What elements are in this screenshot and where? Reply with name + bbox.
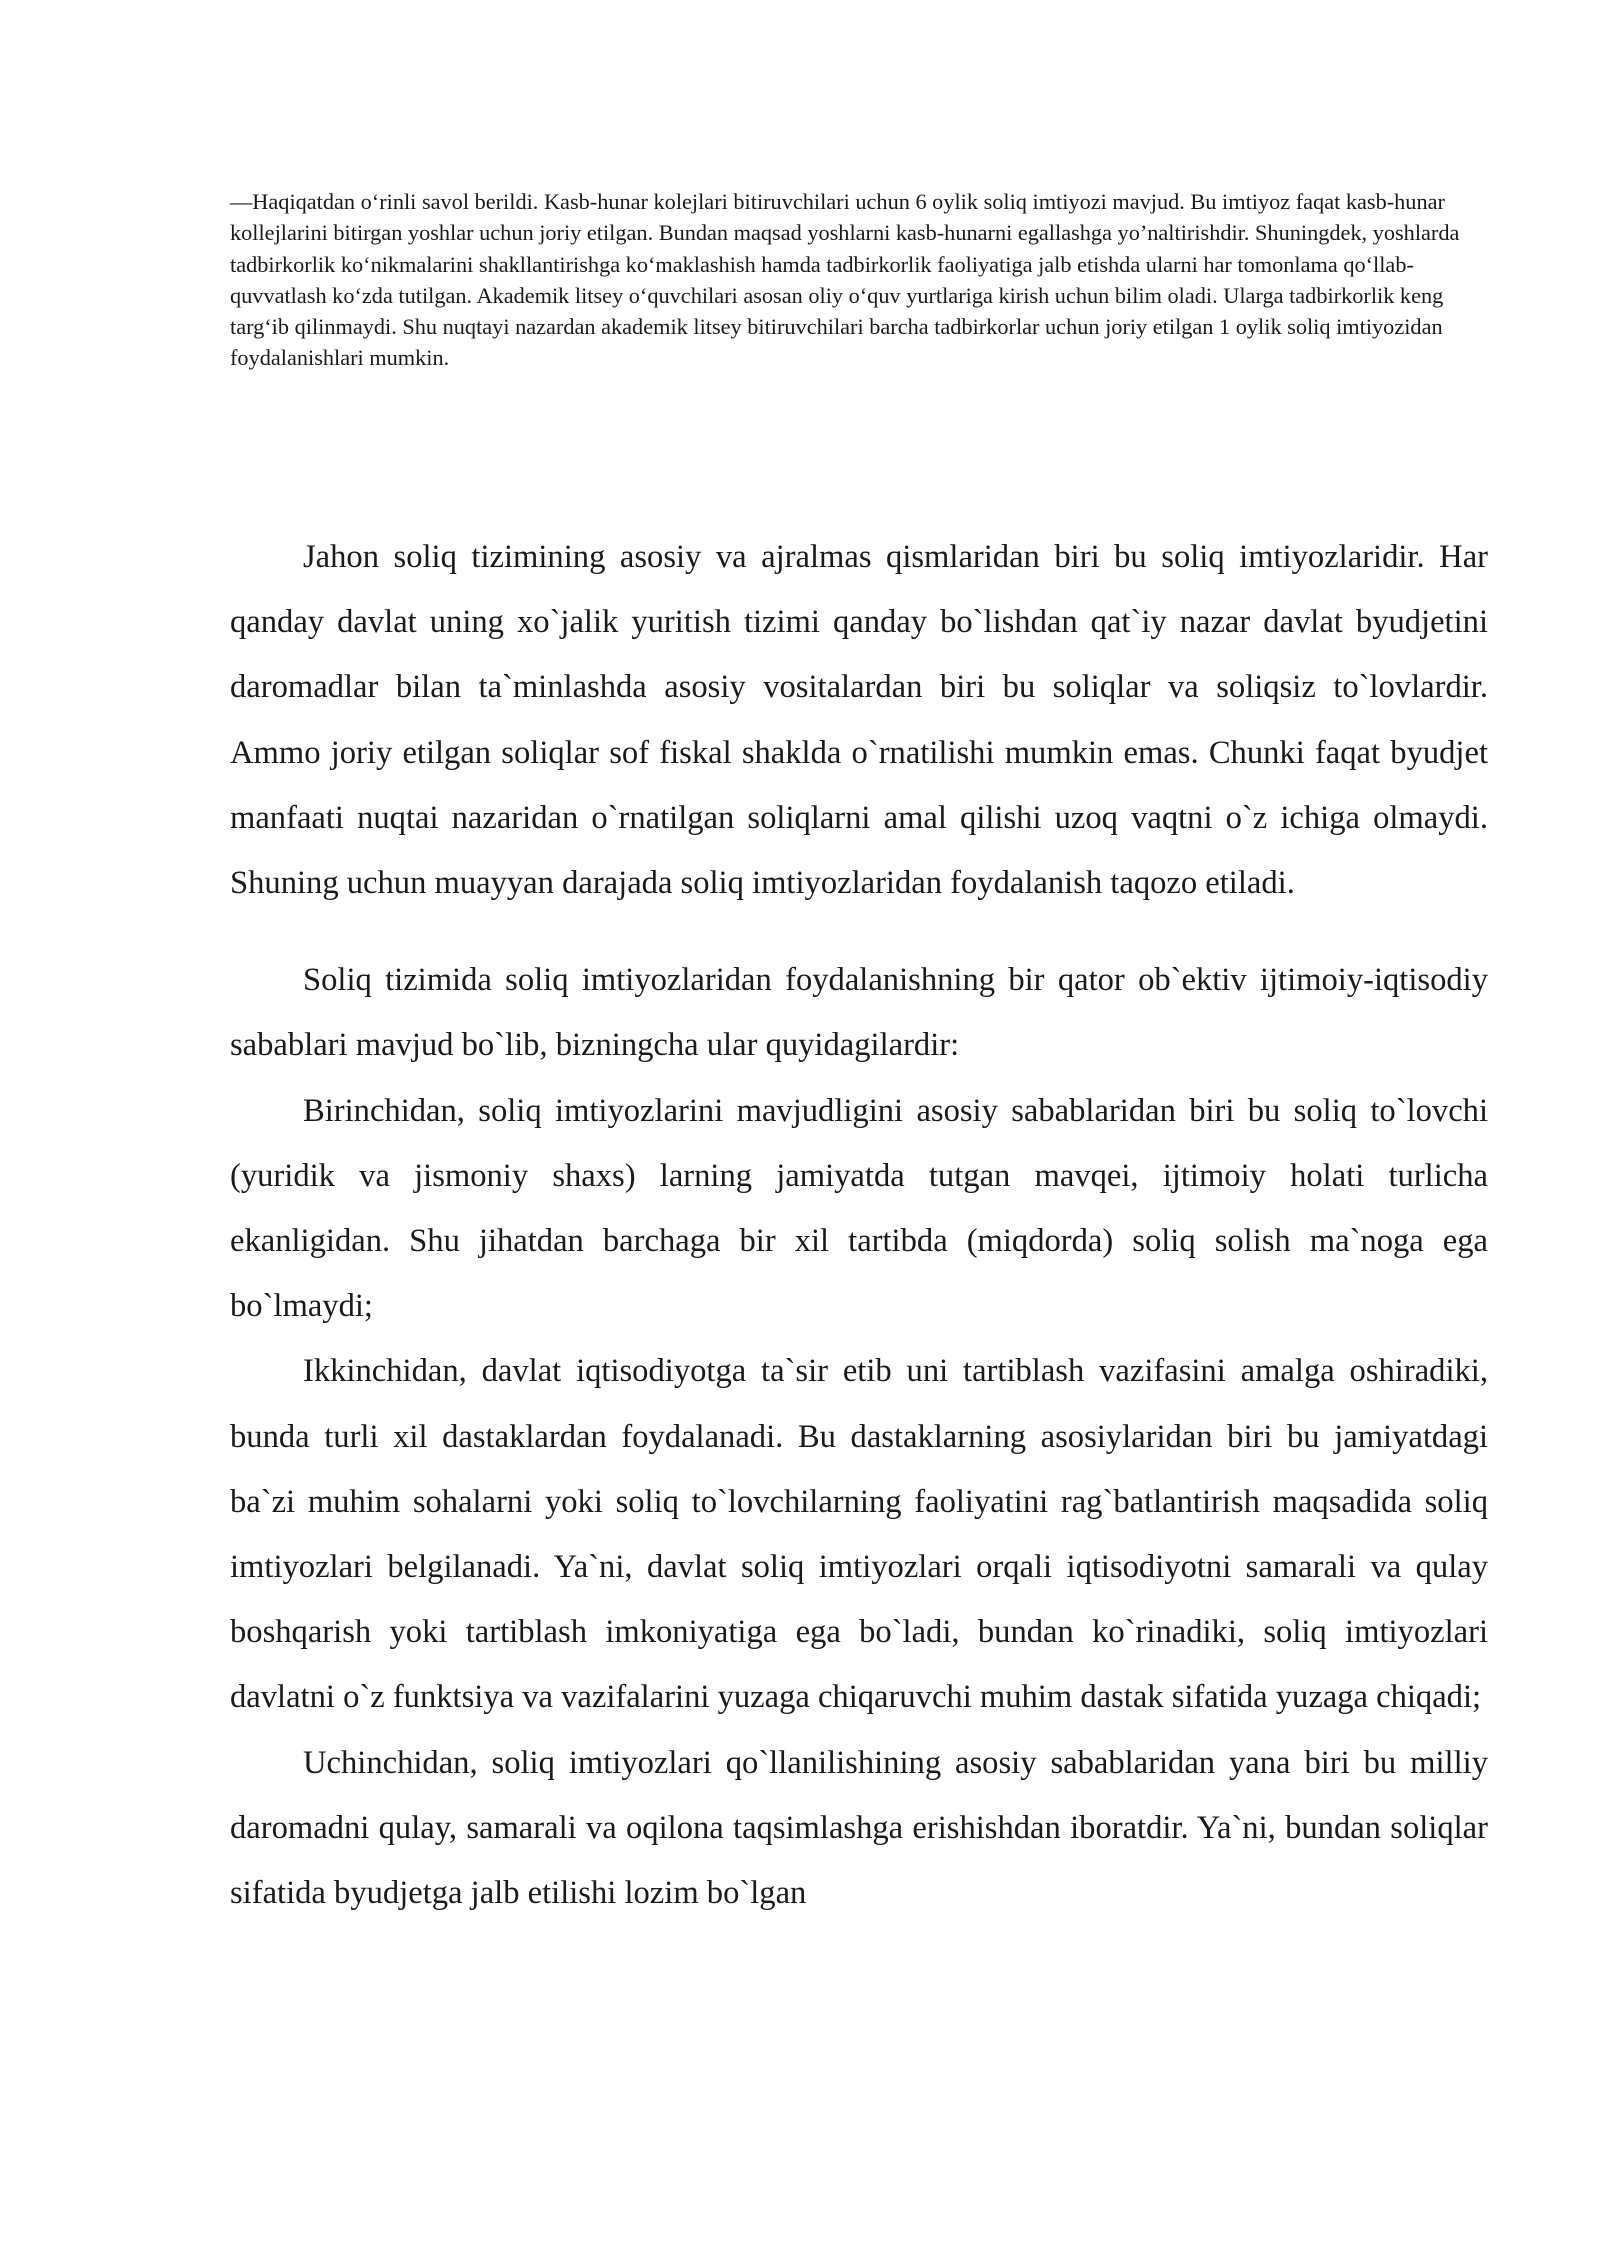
paragraph-4: Ikkinchidan, davlat iqtisodiyotga ta`sir etib uni tartiblash vazifasini amalga oshiradiki, bunda turli xil dastaklardan foydalanadi. Bu dastaklarning asosiylaridan biri bu jamiyatdagi ba`zi muhim sohalarni yoki soliq to`lovchilarning faoliyatini rag`batlantirish maqsadida soliq imtiyozlari belgilanadi. Ya`ni, davlat soliq imtiyozlari orqali iqtisodiyotni samarali va qulay boshqarish yoki tartiblash imkoniyatiga ega bo`ladi, bundan ko`rinadiki, soliq imtiyozlari davlatni o`z funktsiya va vazifalarini yuzaga chiqaruvchi muhim dastak sifatida yuzaga chiqadi; — [230, 1353, 1488, 1716]
paragraph-2: Soliq tizimida soliq imtiyozlaridan foydalanishning bir qator ob`ektiv ijtimoiy-iqtisodiy sabablari mavjud bo`lib, bizningcha ular quyidagilardir: — [230, 962, 1488, 1064]
paragraph-3: Birinchidan, soliq imtiyozlarini mavjudligini asosiy sabablaridan biri bu soliq to`lovchi (yuridik va jismoniy shaxs) larning jamiyatda tutgan mavqei, ijtimoiy holati turlicha ekanligidan. Shu jihatdan barchaga bir xil tartibda (miqdorda) soliq solish ma`noga ega bo`lmaydi; — [230, 1092, 1488, 1325]
paragraph-5: Uchinchidan, soliq imtiyozlari qo`llanilishining asosiy sabablaridan yana biri bu milliy daromadni qulay, samarali va oqilona taqsimlashga erishishdan iboratdir. Ya`ni, bundan soliqlar sifatida byudjetga jalb etilishi lozim bo`lgan — [230, 1744, 1488, 1912]
main-text — [230, 525, 1488, 1926]
intro-note-paragraph: —Haqiqatdan o‘rinli savol berildi. Kasb-hunar kolejlari bitiruvchilari uchun 6 oylik soliq imtiyozi mavjud. Bu imtiyoz faqat kasb-hunar kollejlarini bitirgan yoshlar uchun joriy etilgan. Bundan maqsad yoshlarni kasb-hunarni egallashga yo’naltirishdir. Shuningdek, yoshlarda tadbirkorlik ko‘nikmalarini shakllantirishga ko‘maklashish hamda tadbirkorlik faoliyatiga jalb etishda ularni har tomonlama qo‘llab-quvvatlash ko‘zda tutilgan. Akademik litsey o‘quvchilari asosan oliy o‘quv yurtlariga kirish uchun bilim oladi. Ularga tadbirkorlik keng targ‘ib qilinmaydi. Shu nuqtayi nazardan akademik litsey bitiruvchilari barcha tadbirkorlar uchun joriy etilgan 1 oylik soliq imtiyozidan foydalanishlari mumkin. — [230, 189, 1460, 371]
paragraph-1: Jahon soliq tizimining asosiy va ajralmas qismlaridan biri bu soliq imtiyozlaridir. Har qanday davlat uning xo`jalik yuritish tizimi qanday bo`lishdan qat`iy nazar davlat byudjetini daromadlar bilan ta`minlashda asosiy vositalardan biri bu soliqlar va soliqsiz to`lovlardir. Ammo joriy etilgan soliqlar sof fiskal shakldа o`rnatilishi mumkin emas. Chunki faqat byudjet manfaati nuqtai nazaridan o`rnatilgan soliqlarni amal qilishi uzoq vaqtni o`z ichiga olmaydi. Shuning uchun muayyan darajada soliq imtiyozlaridan foydalanish taqozo etiladi. — [230, 539, 1488, 902]
